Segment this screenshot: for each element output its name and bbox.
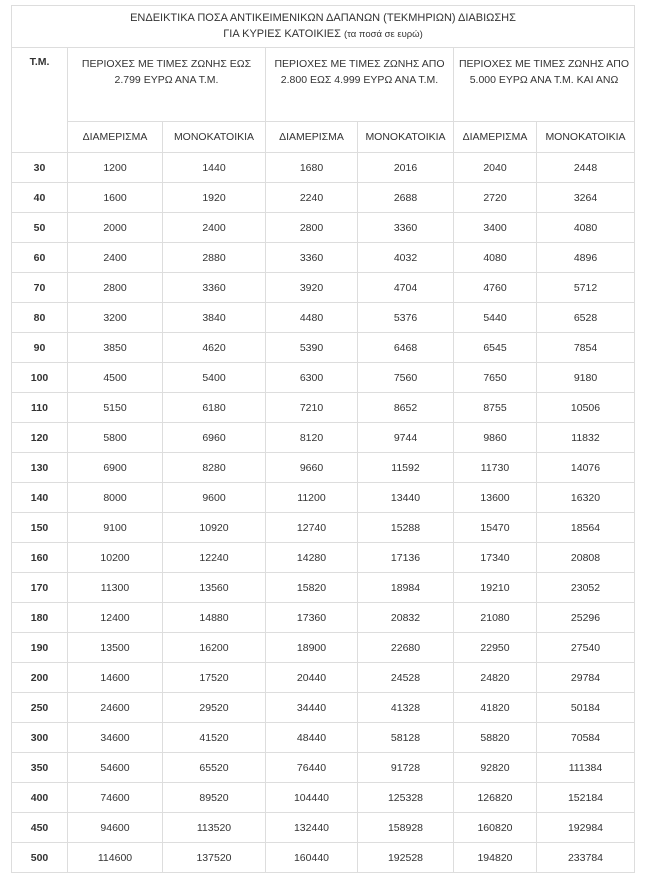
mid-house-cell: 58128: [358, 723, 454, 753]
low-apartment-cell: 13500: [68, 633, 163, 663]
mid-apartment-cell: 104440: [266, 783, 358, 813]
low-apartment-cell: 94600: [68, 813, 163, 843]
low-apartment-cell: 34600: [68, 723, 163, 753]
mid-apartment-cell: 132440: [266, 813, 358, 843]
high-apartment-cell: 41820: [454, 693, 537, 723]
tm-cell: 180: [12, 603, 68, 633]
mid-house-cell: 24528: [358, 663, 454, 693]
low-house-cell: 6180: [163, 393, 266, 423]
low-house-cell: 14880: [163, 603, 266, 633]
table-row: [12, 723, 635, 753]
low-house-cell: 89520: [163, 783, 266, 813]
tm-cell: 150: [12, 513, 68, 543]
tm-cell: 250: [12, 693, 68, 723]
high-apartment-cell: 4080: [454, 243, 537, 273]
high-house-cell: 3264: [537, 183, 635, 213]
table-row: [12, 273, 635, 303]
sub-header-house: ΜΟΝΟΚΑΤΟΙΚΙΑ: [163, 122, 266, 153]
low-house-cell: 3360: [163, 273, 266, 303]
sub-header-row: [12, 122, 635, 153]
high-house-cell: 233784: [537, 843, 635, 873]
high-apartment-cell: 194820: [454, 843, 537, 873]
mid-apartment-cell: 14280: [266, 543, 358, 573]
low-apartment-cell: 6900: [68, 453, 163, 483]
table-row: [12, 183, 635, 213]
tm-cell: 200: [12, 663, 68, 693]
group-header-low: ΠΕΡΙΟΧΕΣ ΜΕ ΤΙΜΕΣ ΖΩΝΗΣ ΕΩΣ 2.799 ΕΥΡΩ ΑΝΑ Τ.Μ.: [68, 48, 266, 122]
mid-house-cell: 91728: [358, 753, 454, 783]
tm-cell: 350: [12, 753, 68, 783]
title-note: (τα ποσά σε ευρώ): [343, 29, 423, 40]
tm-cell: 30: [12, 153, 68, 183]
low-house-cell: 8280: [163, 453, 266, 483]
tm-cell: 80: [12, 303, 68, 333]
mid-house-cell: 4032: [358, 243, 454, 273]
mid-apartment-cell: 8120: [266, 423, 358, 453]
high-apartment-cell: 4760: [454, 273, 537, 303]
high-house-cell: 2448: [537, 153, 635, 183]
mid-apartment-cell: 76440: [266, 753, 358, 783]
table-row: [12, 303, 635, 333]
high-apartment-cell: 58820: [454, 723, 537, 753]
low-apartment-cell: 5150: [68, 393, 163, 423]
table-row: [12, 843, 635, 873]
tm-cell: 90: [12, 333, 68, 363]
low-house-cell: 1920: [163, 183, 266, 213]
low-house-cell: 137520: [163, 843, 266, 873]
low-house-cell: 13560: [163, 573, 266, 603]
tm-cell: 70: [12, 273, 68, 303]
high-apartment-cell: 11730: [454, 453, 537, 483]
tm-cell: 40: [12, 183, 68, 213]
expenses-table: [11, 5, 635, 873]
table-row: [12, 543, 635, 573]
low-apartment-cell: 14600: [68, 663, 163, 693]
high-apartment-cell: 19210: [454, 573, 537, 603]
low-apartment-cell: 74600: [68, 783, 163, 813]
mid-apartment-cell: 9660: [266, 453, 358, 483]
high-apartment-cell: 8755: [454, 393, 537, 423]
mid-house-cell: 125328: [358, 783, 454, 813]
low-house-cell: 2880: [163, 243, 266, 273]
tm-cell: 50: [12, 213, 68, 243]
mid-house-cell: 11592: [358, 453, 454, 483]
mid-apartment-cell: 7210: [266, 393, 358, 423]
mid-house-cell: 13440: [358, 483, 454, 513]
mid-house-cell: 18984: [358, 573, 454, 603]
mid-apartment-cell: 12740: [266, 513, 358, 543]
table-row: [12, 813, 635, 843]
mid-apartment-cell: 6300: [266, 363, 358, 393]
mid-apartment-cell: 18900: [266, 633, 358, 663]
high-apartment-cell: 15470: [454, 513, 537, 543]
high-apartment-cell: 92820: [454, 753, 537, 783]
mid-house-cell: 20832: [358, 603, 454, 633]
high-apartment-cell: 3400: [454, 213, 537, 243]
mid-apartment-cell: 160440: [266, 843, 358, 873]
tm-cell: 170: [12, 573, 68, 603]
high-apartment-cell: 13600: [454, 483, 537, 513]
high-apartment-cell: 24820: [454, 663, 537, 693]
tm-cell: 60: [12, 243, 68, 273]
mid-house-cell: 17136: [358, 543, 454, 573]
low-apartment-cell: 54600: [68, 753, 163, 783]
high-house-cell: 4896: [537, 243, 635, 273]
tm-cell: 100: [12, 363, 68, 393]
mid-apartment-cell: 2800: [266, 213, 358, 243]
low-house-cell: 9600: [163, 483, 266, 513]
low-house-cell: 17520: [163, 663, 266, 693]
table-container: [11, 5, 634, 873]
mid-house-cell: 3360: [358, 213, 454, 243]
low-apartment-cell: 114600: [68, 843, 163, 873]
mid-apartment-cell: 2240: [266, 183, 358, 213]
table-row: [12, 483, 635, 513]
sub-header-apartment: ΔΙΑΜΕΡΙΣΜΑ: [68, 122, 163, 153]
table-title: [12, 6, 635, 48]
low-apartment-cell: 4500: [68, 363, 163, 393]
mid-house-cell: 22680: [358, 633, 454, 663]
low-house-cell: 3840: [163, 303, 266, 333]
low-house-cell: 1440: [163, 153, 266, 183]
tm-cell: 130: [12, 453, 68, 483]
low-house-cell: 16200: [163, 633, 266, 663]
low-house-cell: 6960: [163, 423, 266, 453]
low-house-cell: 113520: [163, 813, 266, 843]
high-house-cell: 70584: [537, 723, 635, 753]
table-row: [12, 573, 635, 603]
mid-house-cell: 5376: [358, 303, 454, 333]
mid-house-cell: 7560: [358, 363, 454, 393]
high-house-cell: 10506: [537, 393, 635, 423]
sub-header-house: ΜΟΝΟΚΑΤΟΙΚΙΑ: [537, 122, 635, 153]
tm-cell: 110: [12, 393, 68, 423]
high-apartment-cell: 6545: [454, 333, 537, 363]
low-apartment-cell: 1600: [68, 183, 163, 213]
high-house-cell: 14076: [537, 453, 635, 483]
table-row: [12, 783, 635, 813]
mid-apartment-cell: 11200: [266, 483, 358, 513]
table-row: [12, 513, 635, 543]
high-apartment-cell: 126820: [454, 783, 537, 813]
mid-apartment-cell: 5390: [266, 333, 358, 363]
tm-cell: 400: [12, 783, 68, 813]
low-apartment-cell: 10200: [68, 543, 163, 573]
low-apartment-cell: 9100: [68, 513, 163, 543]
high-house-cell: 4080: [537, 213, 635, 243]
mid-house-cell: 41328: [358, 693, 454, 723]
mid-apartment-cell: 1680: [266, 153, 358, 183]
group-header-row: [12, 48, 635, 122]
low-apartment-cell: 8000: [68, 483, 163, 513]
low-house-cell: 65520: [163, 753, 266, 783]
table-row: [12, 423, 635, 453]
mid-house-cell: 8652: [358, 393, 454, 423]
table-row: [12, 153, 635, 183]
tm-cell: 140: [12, 483, 68, 513]
mid-apartment-cell: 15820: [266, 573, 358, 603]
low-apartment-cell: 5800: [68, 423, 163, 453]
mid-house-cell: 6468: [358, 333, 454, 363]
high-apartment-cell: 17340: [454, 543, 537, 573]
table-row: [12, 753, 635, 783]
high-apartment-cell: 7650: [454, 363, 537, 393]
high-house-cell: 6528: [537, 303, 635, 333]
low-apartment-cell: 3850: [68, 333, 163, 363]
low-house-cell: 41520: [163, 723, 266, 753]
mid-house-cell: 9744: [358, 423, 454, 453]
high-house-cell: 50184: [537, 693, 635, 723]
high-apartment-cell: 21080: [454, 603, 537, 633]
table-body: [12, 153, 635, 873]
high-apartment-cell: 9860: [454, 423, 537, 453]
group-header-high: ΠΕΡΙΟΧΕΣ ΜΕ ΤΙΜΕΣ ΖΩΝΗΣ ΑΠΟ 5.000 ΕΥΡΩ ΑΝΑ Τ.Μ. ΚΑΙ ΑΝΩ: [454, 48, 635, 122]
high-house-cell: 9180: [537, 363, 635, 393]
sub-header-apartment: ΔΙΑΜΕΡΙΣΜΑ: [454, 122, 537, 153]
tm-cell: 160: [12, 543, 68, 573]
mid-apartment-cell: 48440: [266, 723, 358, 753]
high-house-cell: 25296: [537, 603, 635, 633]
high-house-cell: 5712: [537, 273, 635, 303]
title-line-1: ΕΝΔΕΙΚΤΙΚΑ ΠΟΣΑ ΑΝΤΙΚΕΙΜΕΝΙΚΩΝ ΔΑΠΑΝΩΝ (ΤΕΚΜΗΡΙΩΝ) ΔΙΑΒΙΩΣΗΣ: [130, 12, 516, 24]
table-row: [12, 603, 635, 633]
mid-apartment-cell: 20440: [266, 663, 358, 693]
low-apartment-cell: 11300: [68, 573, 163, 603]
high-house-cell: 11832: [537, 423, 635, 453]
table-row: [12, 693, 635, 723]
mid-house-cell: 158928: [358, 813, 454, 843]
low-apartment-cell: 12400: [68, 603, 163, 633]
high-house-cell: 152184: [537, 783, 635, 813]
sub-header-house: ΜΟΝΟΚΑΤΟΙΚΙΑ: [358, 122, 454, 153]
high-apartment-cell: 160820: [454, 813, 537, 843]
high-house-cell: 23052: [537, 573, 635, 603]
mid-house-cell: 4704: [358, 273, 454, 303]
mid-apartment-cell: 34440: [266, 693, 358, 723]
table-row: [12, 663, 635, 693]
low-apartment-cell: 3200: [68, 303, 163, 333]
table-row: [12, 213, 635, 243]
low-apartment-cell: 1200: [68, 153, 163, 183]
mid-house-cell: 15288: [358, 513, 454, 543]
low-house-cell: 5400: [163, 363, 266, 393]
title-row: [12, 6, 635, 48]
tm-cell: 120: [12, 423, 68, 453]
low-apartment-cell: 24600: [68, 693, 163, 723]
high-house-cell: 7854: [537, 333, 635, 363]
table-row: [12, 243, 635, 273]
high-apartment-cell: 2040: [454, 153, 537, 183]
high-house-cell: 16320: [537, 483, 635, 513]
mid-house-cell: 2016: [358, 153, 454, 183]
tm-header: Τ.Μ.: [12, 48, 68, 153]
low-apartment-cell: 2000: [68, 213, 163, 243]
mid-house-cell: 192528: [358, 843, 454, 873]
mid-apartment-cell: 4480: [266, 303, 358, 333]
low-apartment-cell: 2400: [68, 243, 163, 273]
tm-cell: 450: [12, 813, 68, 843]
mid-apartment-cell: 3360: [266, 243, 358, 273]
high-house-cell: 29784: [537, 663, 635, 693]
mid-apartment-cell: 3920: [266, 273, 358, 303]
high-apartment-cell: 22950: [454, 633, 537, 663]
low-house-cell: 12240: [163, 543, 266, 573]
tm-cell: 190: [12, 633, 68, 663]
table-row: [12, 453, 635, 483]
tm-cell: 300: [12, 723, 68, 753]
table-row: [12, 333, 635, 363]
sub-header-apartment: ΔΙΑΜΕΡΙΣΜΑ: [266, 122, 358, 153]
mid-house-cell: 2688: [358, 183, 454, 213]
high-apartment-cell: 2720: [454, 183, 537, 213]
high-apartment-cell: 5440: [454, 303, 537, 333]
low-apartment-cell: 2800: [68, 273, 163, 303]
title-line-2: ΓΙΑ ΚΥΡΙΕΣ ΚΑΤΟΙΚΙΕΣ: [223, 28, 341, 40]
table-row: [12, 393, 635, 423]
low-house-cell: 29520: [163, 693, 266, 723]
low-house-cell: 10920: [163, 513, 266, 543]
high-house-cell: 18564: [537, 513, 635, 543]
tm-cell: 500: [12, 843, 68, 873]
high-house-cell: 111384: [537, 753, 635, 783]
low-house-cell: 4620: [163, 333, 266, 363]
group-header-mid: ΠΕΡΙΟΧΕΣ ΜΕ ΤΙΜΕΣ ΖΩΝΗΣ ΑΠΟ 2.800 ΕΩΣ 4.999 ΕΥΡΩ ΑΝΑ Τ.Μ.: [266, 48, 454, 122]
mid-apartment-cell: 17360: [266, 603, 358, 633]
table-row: [12, 363, 635, 393]
high-house-cell: 192984: [537, 813, 635, 843]
table-row: [12, 633, 635, 663]
low-house-cell: 2400: [163, 213, 266, 243]
high-house-cell: 20808: [537, 543, 635, 573]
high-house-cell: 27540: [537, 633, 635, 663]
